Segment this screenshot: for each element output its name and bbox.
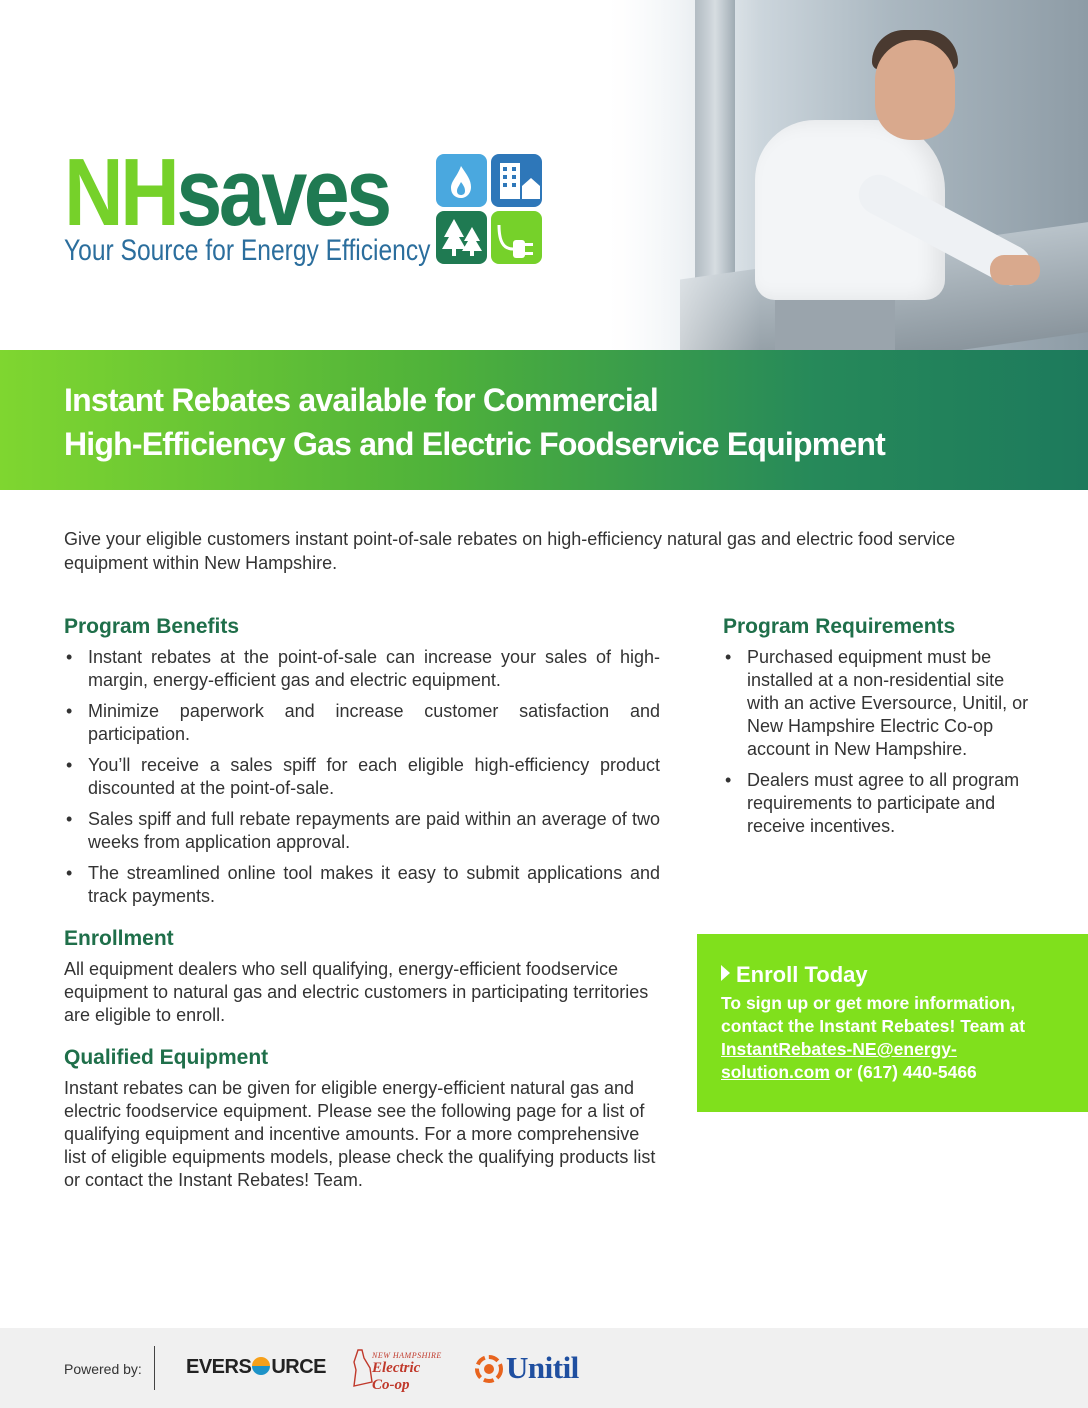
caret-right-icon [721,965,730,981]
list-item: • Instant rebates at the point-of-sale can increase your sales of high-margin, energy-efficient gas and electric equipment. [64,646,660,692]
page-title [64,378,1064,466]
enroll-heading-text: Enroll Today [736,962,868,987]
left-column [64,614,660,1192]
nhsaves-logo [64,139,544,278]
benefits-heading: Program Benefits [64,615,240,638]
requirements-list [723,646,1033,838]
list-item: • You’ll receive a sales spiff for each eligible high-efficiency product discounted at the point-of-sale. [64,754,660,800]
eversource-o-icon [252,1357,270,1375]
flame-icon [436,154,487,207]
list-item: • Minimize paperwork and increase customer satisfaction and participation. [64,700,660,746]
qualified-section [64,1045,660,1192]
trees-icon [436,211,487,264]
right-column [723,614,1033,846]
unitil-text: Unitil [506,1350,579,1385]
building-icon [491,154,542,207]
enroll-text [721,992,1061,1084]
logo-tiles [436,154,542,264]
list-item: • Dealers must agree to all program requirements to participate and receive incentives. [723,769,1033,838]
title-line-2: High-Efficiency Gas and Electric Foodservice Equipment [64,426,886,462]
enroll-heading [721,962,868,988]
nhec-main-text: Electric Co-op [372,1360,421,1393]
enroll-today-box [697,934,1088,1112]
eversource-text-a: EVERS [186,1356,252,1378]
enroll-text-before: To sign up or get more information, contact the Instant Rebates! Team at [721,993,1026,1036]
qualified-text: Instant rebates can be given for eligible energy-efficient natural gas and electric foodservice equipment. Please see the following page for a list of qualifying equipment and incentive amounts. For a more comprehensive list of eligible equipments models, please check the qualifying products list or contact the Instant Rebates! Team. [64,1078,656,1190]
logo-saves: saves [176,139,389,246]
nhec-logo [350,1348,446,1393]
title-band [0,350,1088,490]
unitil-swirl-icon [474,1354,504,1384]
nh-state-icon [350,1348,374,1388]
email-link[interactable]: InstantRebates-NE@energy-solution.com [721,1039,957,1082]
enrollment-heading: Enrollment [64,927,174,950]
enrollment-section [64,926,660,1027]
nhec-top-text: NEW HAMPSHIRE [372,1351,442,1360]
chef-head-shape [875,40,955,140]
requirements-heading: Program Requirements [723,615,956,638]
eversource-text-b: URCE [271,1356,326,1378]
benefits-list [64,646,660,908]
list-item: • Purchased equipment must be installed at a non-residential site with an active Eversource, Unitil, or New Hampshire Electric Co-op account in New Hampshire. [723,646,1033,761]
logo-nh: NH [64,139,177,246]
enrollment-text: All equipment dealers who sell qualifying, energy-efficient foodservice equipment to natural gas and electric customers in participating territories are eligible to enroll. [64,959,649,1025]
chef-hand-shape [990,255,1040,285]
powered-by-label: Powered by: [64,1361,142,1377]
intro-paragraph: Give your eligible customers instant point-of-sale rebates on high-efficiency natural gas and electric food service equipment within New Hampshire. [64,529,956,573]
list-item: • Sales spiff and full rebate repayments are paid within an average of two weeks from application approval. [64,808,660,854]
header [0,0,1088,350]
photo-fade [600,0,760,350]
qualified-heading: Qualified Equipment [64,1046,269,1069]
plug-icon [491,211,542,264]
title-line-1: Instant Rebates available for Commercial [64,382,659,418]
chef-cleaning-counter-photo [600,0,1088,350]
footer [0,1328,1088,1408]
enroll-phone: or (617) 440-5466 [829,1062,977,1082]
logo-wordmark [64,139,389,246]
footer-divider [154,1346,155,1390]
logo-tagline: Your Source for Energy Efficiency [64,234,431,267]
eversource-logo [186,1356,326,1379]
list-item: • The streamlined online tool makes it easy to submit applications and track payments. [64,862,660,908]
